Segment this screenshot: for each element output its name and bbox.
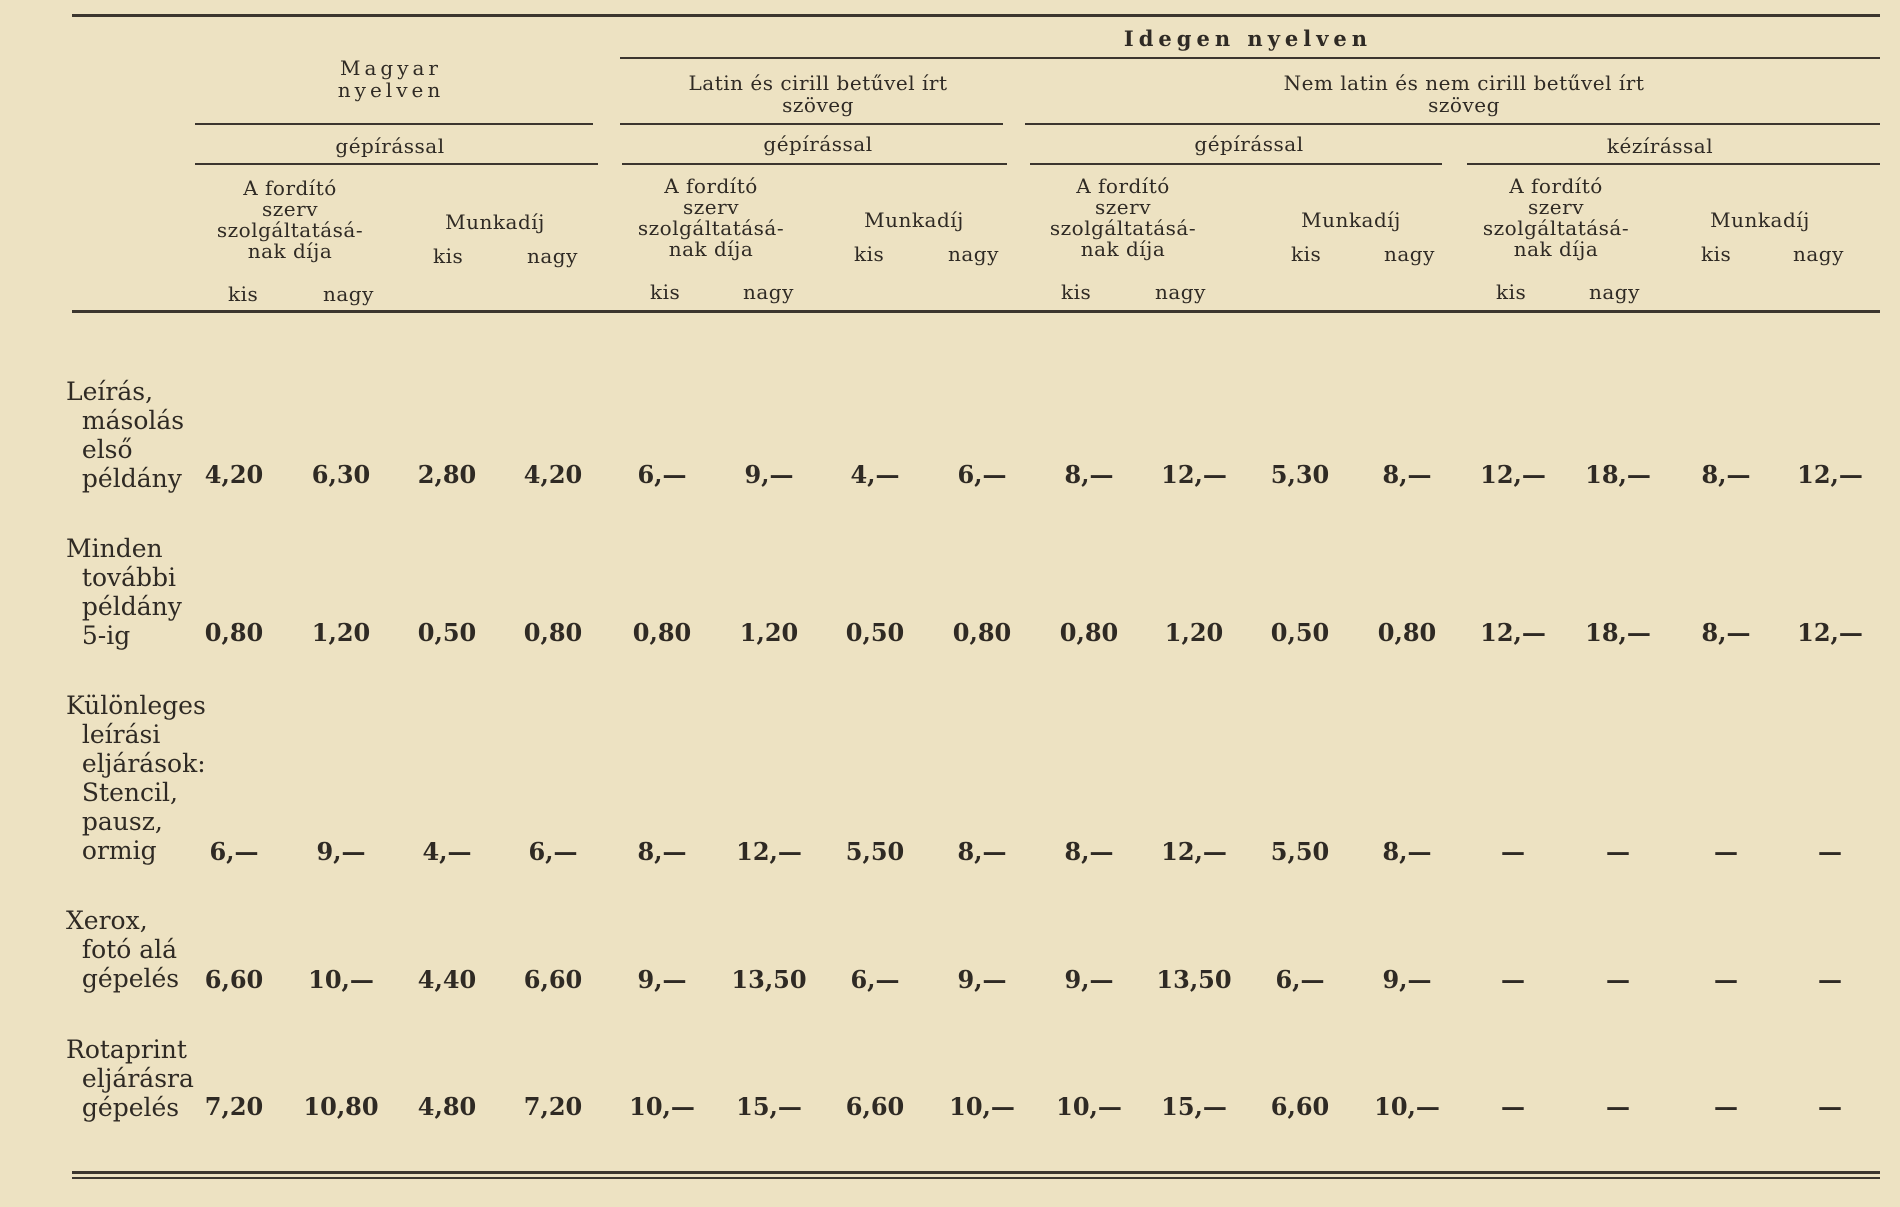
table-cell: 12,— xyxy=(1480,460,1546,489)
table-cell: 8,— xyxy=(1701,618,1751,647)
header-gepirassal-3: gépírással xyxy=(1194,132,1304,156)
table-cell: 7,20 xyxy=(523,1092,583,1121)
table-cell: 12,— xyxy=(1161,837,1227,866)
nagy-label: nagy xyxy=(948,242,999,266)
table-cell: 18,— xyxy=(1585,618,1651,647)
gep3-rule xyxy=(1030,163,1442,165)
row-label: Rotaprint eljárásra gépelés xyxy=(66,1035,194,1122)
table-cell: 0,80 xyxy=(1377,618,1437,647)
table-cell: 10,— xyxy=(949,1092,1015,1121)
nagy-label: nagy xyxy=(1589,280,1640,304)
kis-label: kis xyxy=(854,242,885,266)
table-cell: 8,— xyxy=(1064,837,1114,866)
table-cell: 9,— xyxy=(1064,965,1114,994)
table-cell: 10,— xyxy=(629,1092,695,1121)
kis-label: kis xyxy=(433,244,464,268)
kis-label: kis xyxy=(1496,280,1527,304)
latin-rule xyxy=(620,123,1003,125)
table-cell: 0,80 xyxy=(632,618,692,647)
table-cell: 18,— xyxy=(1585,460,1651,489)
nagy-label: nagy xyxy=(527,244,578,268)
table-cell: 6,60 xyxy=(523,965,583,994)
row-label: Minden további példány 5-ig xyxy=(66,534,182,650)
dij-header-4: A fordító szerv szolgáltatásá- nak díja xyxy=(1482,174,1630,261)
table-cell: 4,20 xyxy=(204,460,264,489)
row-label: Különleges leírási eljárások: Stencil, pausz, ormig xyxy=(66,691,206,865)
table-cell: 7,20 xyxy=(204,1092,264,1121)
table-cell: — xyxy=(1606,965,1630,994)
row-label: Leírás, másolás első példány xyxy=(66,377,185,493)
kis-label: kis xyxy=(1701,242,1732,266)
table-cell: 1,20 xyxy=(1164,618,1224,647)
nagy-label: nagy xyxy=(1793,242,1844,266)
munkadij-header-2: Munkadíj xyxy=(864,208,964,232)
table-cell: 15,— xyxy=(1161,1092,1227,1121)
table-cell: — xyxy=(1501,837,1525,866)
table-cell: — xyxy=(1714,1092,1738,1121)
kis-label: kis xyxy=(650,280,681,304)
row-label: Xerox, fotó alá gépelés xyxy=(66,906,180,993)
header-nemlatin: Nem latin és nem cirill betűvel írt szöveg xyxy=(1283,71,1645,117)
table-cell: 4,— xyxy=(850,460,900,489)
header-kezirassal: kézírással xyxy=(1606,134,1714,158)
munkadij-header-4: Munkadíj xyxy=(1710,208,1810,232)
bottom-rule-2 xyxy=(72,1177,1880,1179)
table-cell: 9,— xyxy=(637,965,687,994)
nagy-label: nagy xyxy=(1155,280,1206,304)
table-cell: — xyxy=(1818,837,1842,866)
table-cell: 4,20 xyxy=(523,460,583,489)
table-cell: 6,60 xyxy=(845,1092,905,1121)
table-cell: 4,40 xyxy=(417,965,477,994)
table-cell: 0,80 xyxy=(204,618,264,647)
table-cell: — xyxy=(1606,837,1630,866)
gep1-rule xyxy=(195,163,598,165)
header-magyar: Magyar nyelven xyxy=(337,56,445,102)
table-cell: 0,50 xyxy=(845,618,905,647)
header-latin: Latin és cirill betűvel írt szöveg xyxy=(688,71,948,117)
header-gepirassal-1: gépírással xyxy=(335,134,445,158)
idegen-rule xyxy=(620,57,1880,59)
table-cell: — xyxy=(1818,965,1842,994)
table-cell: 4,— xyxy=(422,837,472,866)
header-gepirassal-2: gépírással xyxy=(763,132,873,156)
table-cell: 15,— xyxy=(736,1092,802,1121)
table-cell: 5,50 xyxy=(1270,837,1330,866)
kez-rule xyxy=(1467,163,1880,165)
dij-header-2: A fordító szerv szolgáltatásá- nak díja xyxy=(637,174,785,261)
table-cell: 9,— xyxy=(744,460,794,489)
table-cell: 8,— xyxy=(1382,837,1432,866)
table-cell: 6,30 xyxy=(311,460,371,489)
table-cell: 10,80 xyxy=(303,1092,379,1121)
table-cell: — xyxy=(1714,965,1738,994)
kis-label: kis xyxy=(1291,242,1322,266)
table-cell: 12,— xyxy=(1480,618,1546,647)
table-cell: 10,— xyxy=(1056,1092,1122,1121)
nemlatin-rule xyxy=(1025,123,1880,125)
munkadij-header-3: Munkadíj xyxy=(1301,208,1401,232)
nagy-label: nagy xyxy=(1384,242,1435,266)
table-cell: 6,— xyxy=(637,460,687,489)
table-cell: 8,— xyxy=(1064,460,1114,489)
table-cell: 13,50 xyxy=(1156,965,1232,994)
dij-header-3: A fordító szerv szolgáltatásá- nak díja xyxy=(1049,174,1197,261)
table-cell: 9,— xyxy=(316,837,366,866)
table-cell: — xyxy=(1606,1092,1630,1121)
table-cell: 6,60 xyxy=(1270,1092,1330,1121)
table-cell: 1,20 xyxy=(739,618,799,647)
table-cell: 12,— xyxy=(736,837,802,866)
table-cell: 6,— xyxy=(850,965,900,994)
top-rule xyxy=(72,14,1880,17)
table-cell: — xyxy=(1501,965,1525,994)
table-cell: 12,— xyxy=(1797,460,1863,489)
table-cell: 12,— xyxy=(1797,618,1863,647)
table-cell: 5,50 xyxy=(845,837,905,866)
table-cell: 1,20 xyxy=(311,618,371,647)
table-cell: 0,80 xyxy=(1059,618,1119,647)
table-cell: 8,— xyxy=(957,837,1007,866)
table-cell: 6,— xyxy=(528,837,578,866)
table-cell: 0,50 xyxy=(417,618,477,647)
table-cell: 8,— xyxy=(1382,460,1432,489)
table-cell: 9,— xyxy=(957,965,1007,994)
table-cell: 13,50 xyxy=(731,965,807,994)
kis-label: kis xyxy=(228,282,259,306)
header-idegen: Idegen nyelven xyxy=(1123,26,1373,51)
munkadij-header-1: Munkadíj xyxy=(445,210,545,234)
kis-label: kis xyxy=(1061,280,1092,304)
table-cell: 4,80 xyxy=(417,1092,477,1121)
table-cell: 6,60 xyxy=(204,965,264,994)
table-cell: 12,— xyxy=(1161,460,1227,489)
table-cell: 0,80 xyxy=(952,618,1012,647)
table-cell: 0,50 xyxy=(1270,618,1330,647)
table-cell: 5,30 xyxy=(1270,460,1330,489)
nagy-label: nagy xyxy=(743,280,794,304)
nagy-label: nagy xyxy=(323,282,374,306)
magyar-rule xyxy=(195,123,593,125)
table-cell: 9,— xyxy=(1382,965,1432,994)
table-cell: 8,— xyxy=(1701,460,1751,489)
header-bottom-rule xyxy=(72,310,1880,313)
table-cell: 0,80 xyxy=(523,618,583,647)
dij-header-1: A fordító szerv szolgáltatásá- nak díja xyxy=(216,176,364,263)
gep2-rule xyxy=(622,163,1007,165)
bottom-rule-1 xyxy=(72,1171,1880,1174)
table-cell: 10,— xyxy=(308,965,374,994)
table-cell: 10,— xyxy=(1374,1092,1440,1121)
table-cell: 6,— xyxy=(209,837,259,866)
table-cell: 6,— xyxy=(1275,965,1325,994)
table-cell: 2,80 xyxy=(417,460,477,489)
table-cell: — xyxy=(1818,1092,1842,1121)
table-cell: 8,— xyxy=(637,837,687,866)
table-cell: 6,— xyxy=(957,460,1007,489)
table-cell: — xyxy=(1501,1092,1525,1121)
table-cell: — xyxy=(1714,837,1738,866)
